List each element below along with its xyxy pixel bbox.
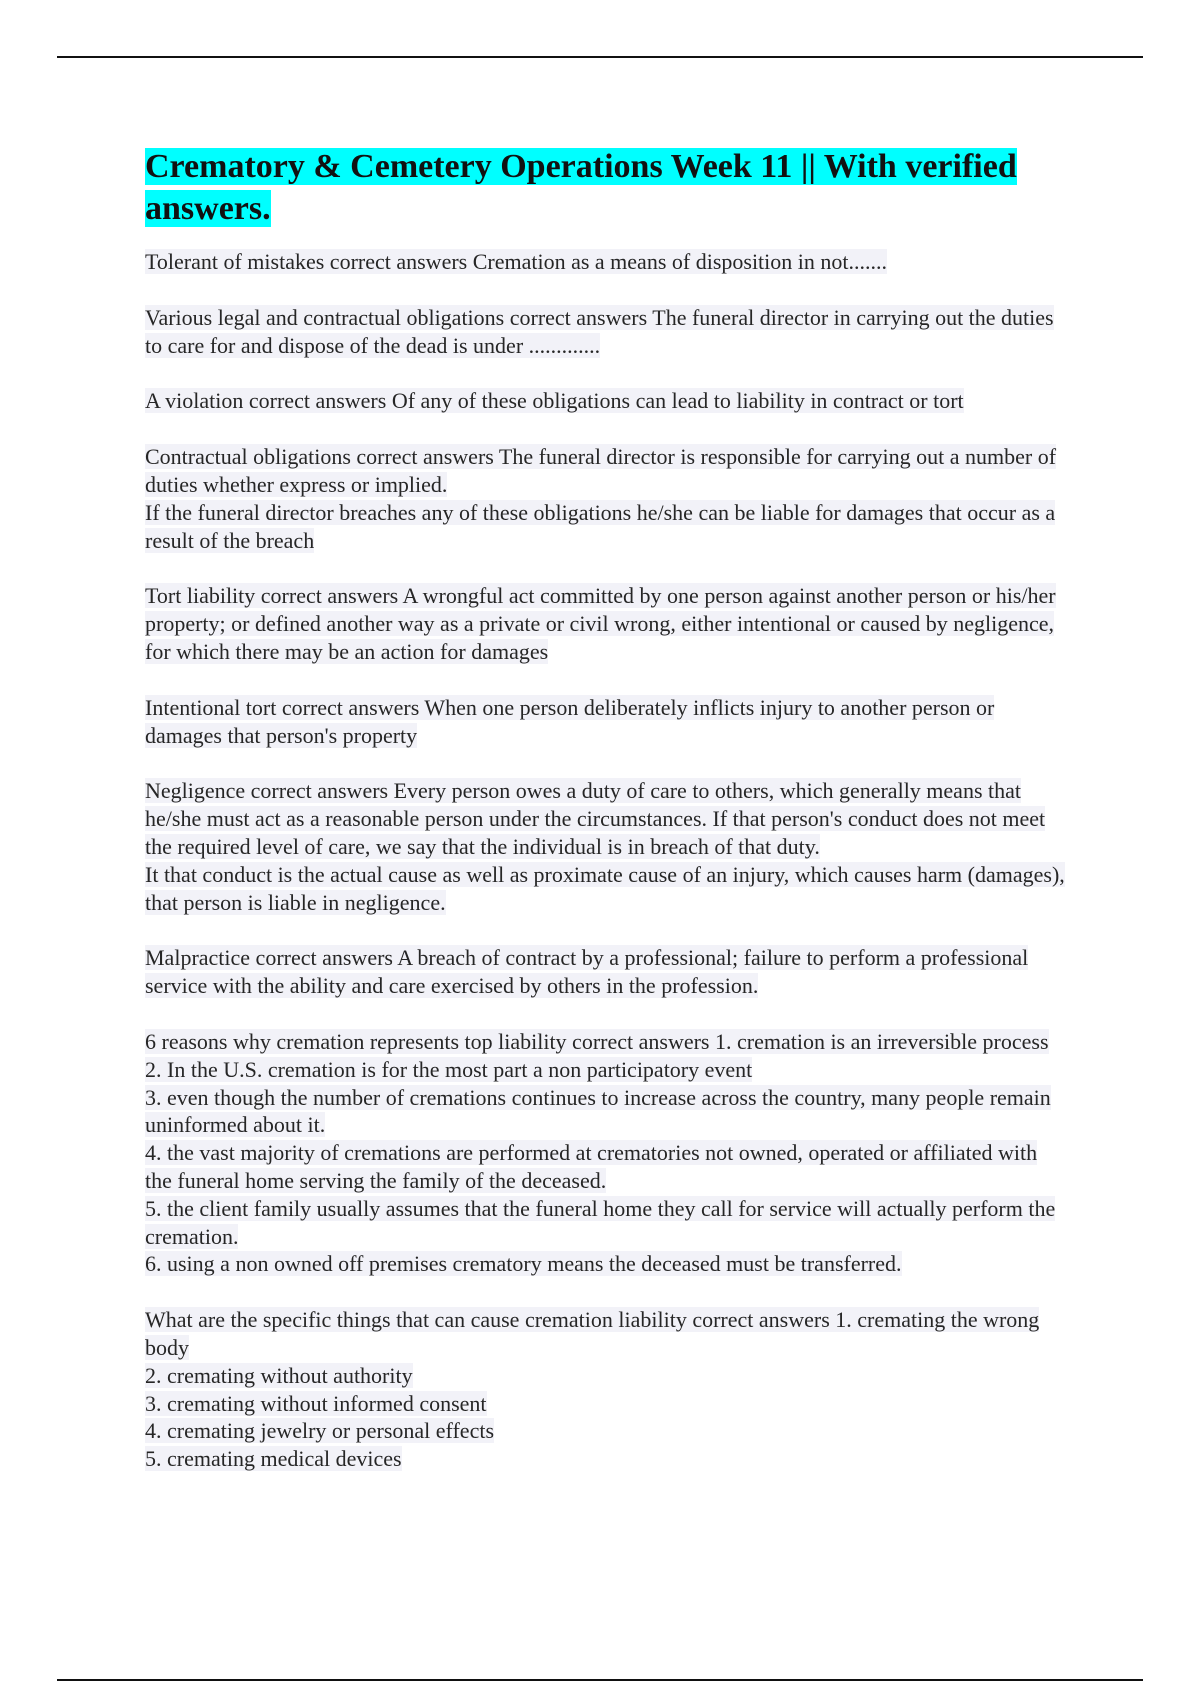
entry-line: 6. using a non owned off premises crematory means the deceased must be transferred. <box>145 1251 902 1277</box>
qa-entry <box>145 694 1065 750</box>
document-title <box>145 146 1065 230</box>
entry-line: 5. cremating medical devices <box>145 1446 402 1472</box>
qa-entry <box>145 443 1065 554</box>
qa-entry <box>145 387 1065 415</box>
entry-line: 2. cremating without authority <box>145 1362 413 1388</box>
entry-line: 6 reasons why cremation represents top liability correct answers 1. cremation is an irreversible process <box>145 1028 1049 1054</box>
entry-line: 2. In the U.S. cremation is for the most part a non participatory event <box>145 1056 753 1082</box>
entry-line: A violation correct answers Of any of these obligations can lead to liability in contract or tort <box>145 388 964 414</box>
document-title-text: Crematory & Cemetery Operations Week 11 || With verified answers. <box>145 148 1017 227</box>
qa-entry <box>145 582 1065 665</box>
entry-line: Tort liability correct answers A wrongful act committed by one person against another person or his/her property; or defined another way as a private or civil wrong, either intentional or caused by negligence, for which there may be an action for damages <box>145 583 1056 664</box>
entry-line: Negligence correct answers Every person owes a duty of care to others, which generally means that he/she must act as a reasonable person under the circumstances. If that person's conduct does not meet the required level of care, we say that the individual is in breach of that duty. <box>145 778 1046 859</box>
entry-line: 4. cremating jewelry or personal effects <box>145 1418 495 1444</box>
document-body <box>145 146 1065 1501</box>
qa-entry <box>145 248 1065 276</box>
qa-entry <box>145 944 1065 1000</box>
entry-line: 3. cremating without informed consent <box>145 1390 487 1416</box>
qa-entry <box>145 1306 1065 1473</box>
qa-entry <box>145 1028 1065 1278</box>
entry-line: If the funeral director breaches any of these obligations he/she can be liable for damages that occur as a result of the breach <box>145 499 1056 553</box>
entry-line: 4. the vast majority of cremations are performed at crematories not owned, operated or affiliated with the funeral home serving the family of the deceased. <box>145 1140 1038 1193</box>
entry-line: Malpractice correct answers A breach of contract by a professional; failure to perform a professional service with the ability and care exercised by others in the profession. <box>145 945 1029 999</box>
entry-line: 5. the client family usually assumes that the funeral home they call for service will actually perform the cremation. <box>145 1195 1056 1249</box>
entry-line: Various legal and contractual obligations correct answers The funeral director in carrying out the duties to care for and dispose of the dead is under ............. <box>145 304 1054 358</box>
entry-line: Contractual obligations correct answers The funeral director is responsible for carrying out a number of duties whether express or implied. <box>145 444 1057 497</box>
top-rule <box>57 56 1143 58</box>
entry-line: Tolerant of mistakes correct answers Cremation as a means of disposition in not....... <box>145 249 888 274</box>
entry-line: What are the specific things that can cause cremation liability correct answers 1. cremating the wrong body <box>145 1307 1040 1360</box>
entry-line: It that conduct is the actual cause as well as proximate cause of an injury, which causes harm (damages), that person is liable in negligence. <box>145 861 1065 915</box>
qa-entry <box>145 777 1065 916</box>
qa-entry <box>145 304 1065 360</box>
bottom-rule <box>57 1679 1143 1681</box>
entry-line: 3. even though the number of cremations continues to increase across the country, many people remain uninformed about it. <box>145 1084 1051 1138</box>
entry-line: Intentional tort correct answers When one person deliberately inflicts injury to another person or damages that person's property <box>145 694 995 748</box>
